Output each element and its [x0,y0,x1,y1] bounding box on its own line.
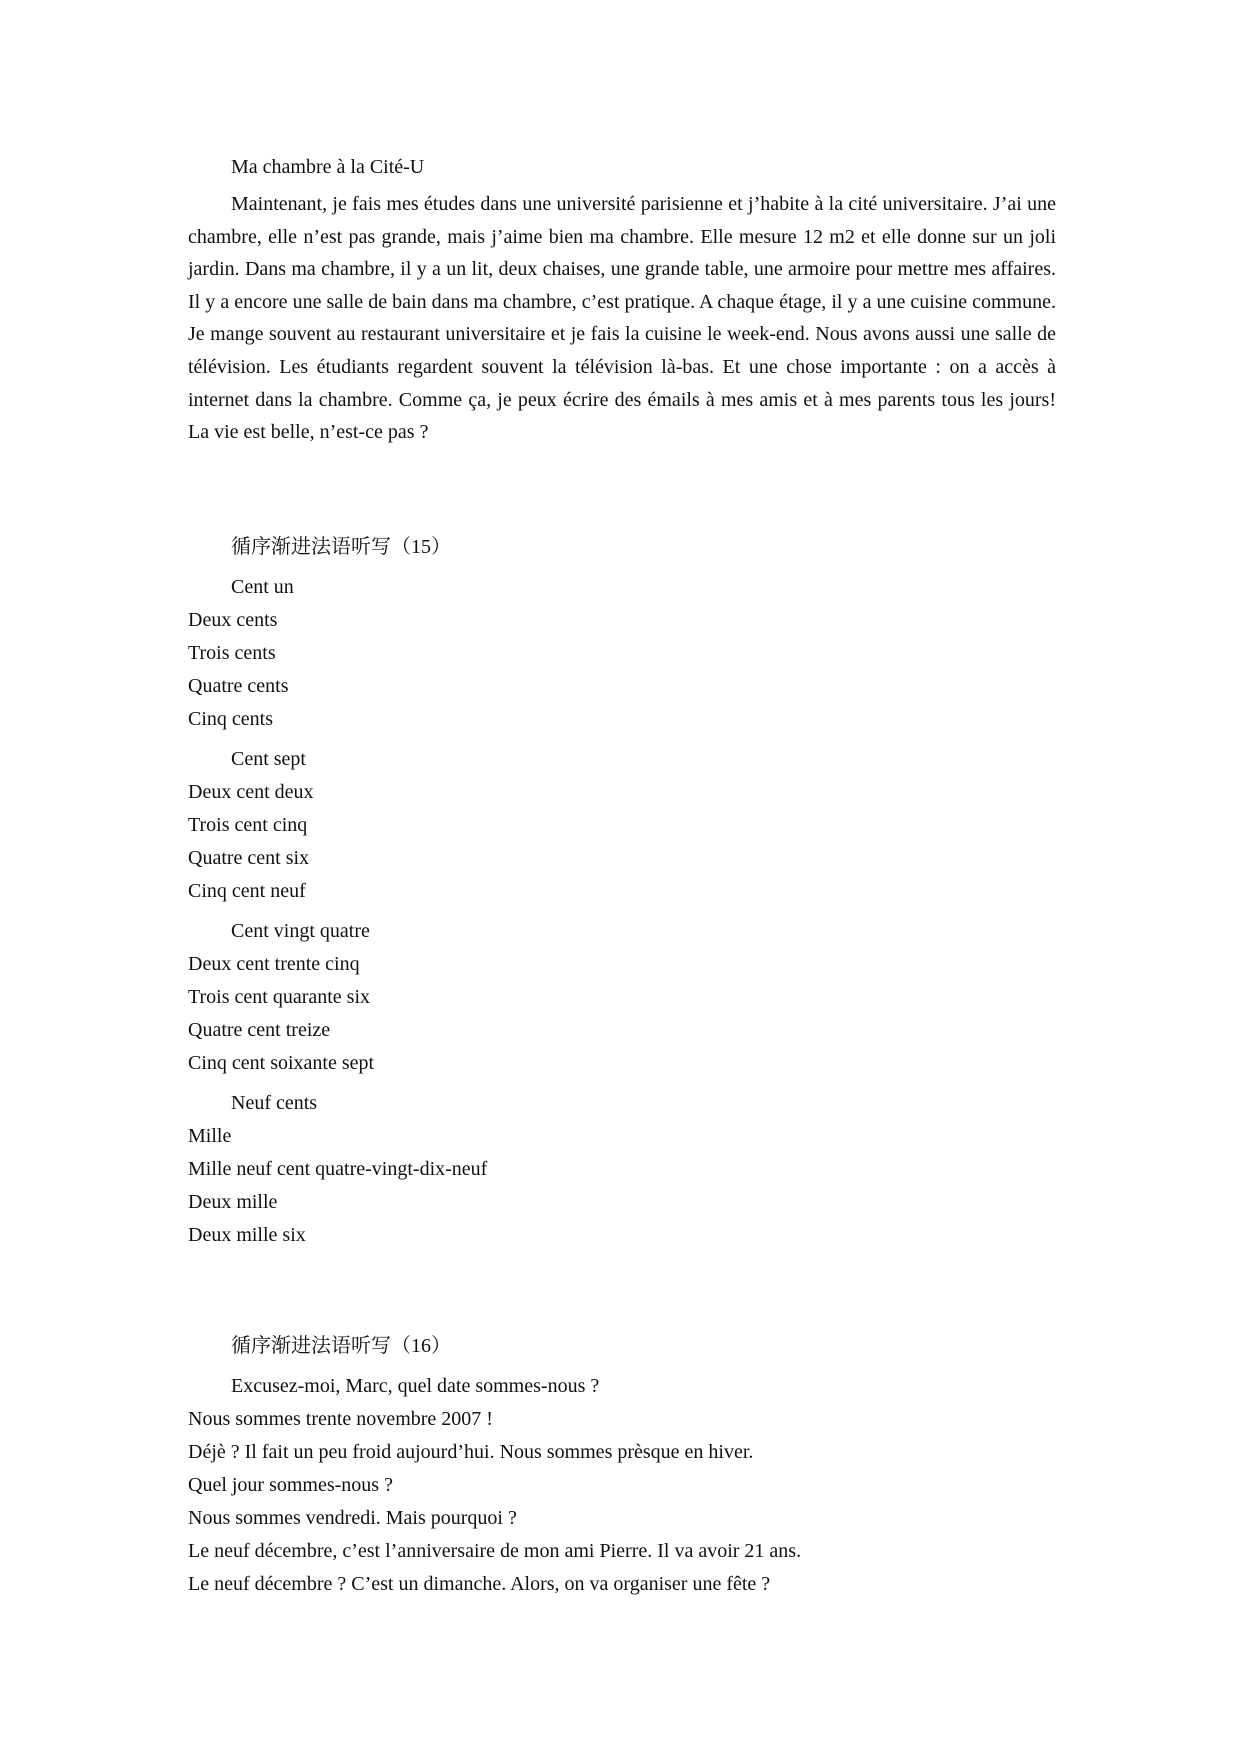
list-item: Cinq cent neuf [188,880,306,902]
list-item: Quatre cent treize [188,1019,331,1041]
list-item: Neuf cents [231,1092,318,1114]
list-item: Mille neuf cent quatre-vingt-dix-neuf [188,1158,488,1180]
number-group-2 [188,743,1056,908]
dialogue-line: Nous sommes vendredi. Mais pourquoi ? [188,1507,517,1529]
list-item: Quatre cent six [188,847,310,869]
list-item: Cinq cents [188,708,273,730]
section-cite-u [188,151,1056,449]
list-item: Mille [188,1125,232,1147]
dialogue [188,1370,1056,1601]
section-title: 循序渐进法语听写（16） [231,1335,451,1357]
number-group-1 [188,571,1056,736]
body-paragraph: Maintenant, je fais mes études dans une université parisienne et j’habite à la cité universitaire. J’ai une chambre, elle n’est pas grande, mais j’aime bien ma chambre. Elle mesure 12 m2 et elle donne sur un joli jardin. Dans ma chambre, il y a un lit, deux chaises, une grande table, une armoire pour mettre mes affaires. Il y a encore une salle de bain dans ma chambre, c’est pratique. A chaque étage, il y a une cuisine commune. Je mange souvent au restaurant universitaire et je fais la cuisine le week-end. Nous avons aussi une salle de télévision. Les étudiants regardent souvent la télévision là-bas. Et une chose importante : on a accès à internet dans la chambre. Comme ça, je peux écrire des émails à mes amis et à mes parents tous les jours! La vie est belle, n’est-ce pas ? [188,193,1056,444]
list-item: Trois cent cinq [188,814,308,836]
list-item: Trois cent quarante six [188,986,371,1008]
number-group-4 [188,1087,1056,1252]
list-item: Deux mille six [188,1224,306,1246]
list-item: Trois cents [188,642,276,664]
list-item: Deux mille [188,1191,278,1213]
number-group-3 [188,915,1056,1080]
dialogue-line: Excusez-moi, Marc, quel date sommes-nous ? [231,1375,600,1397]
section-title: Ma chambre à la Cité-U [231,156,425,178]
section-title: 循序渐进法语听写（15） [231,536,451,558]
dialogue-line: Le neuf décembre, c’est l’anniversaire de mon ami Pierre. Il va avoir 21 ans. [188,1540,802,1562]
list-item: Deux cent deux [188,781,314,803]
section-dictation-16 [188,1330,1056,1601]
list-item: Deux cent trente cinq [188,953,360,975]
list-item: Cent vingt quatre [231,920,370,942]
dialogue-line: Nous sommes trente novembre 2007 ! [188,1408,493,1430]
list-item: Cent sept [231,748,306,770]
dialogue-line: Le neuf décembre ? C’est un dimanche. Alors, on va organiser une fête ? [188,1573,771,1595]
list-item: Cent un [231,576,294,598]
list-item: Cinq cent soixante sept [188,1052,375,1074]
dialogue-line: Quel jour sommes-nous ? [188,1474,393,1496]
section-dictation-15 [188,531,1056,1252]
list-item: Quatre cents [188,675,289,697]
list-item: Deux cents [188,609,278,631]
dialogue-line: Déjè ? Il fait un peu froid aujourd’hui. Nous sommes prèsque en hiver. [188,1441,754,1463]
